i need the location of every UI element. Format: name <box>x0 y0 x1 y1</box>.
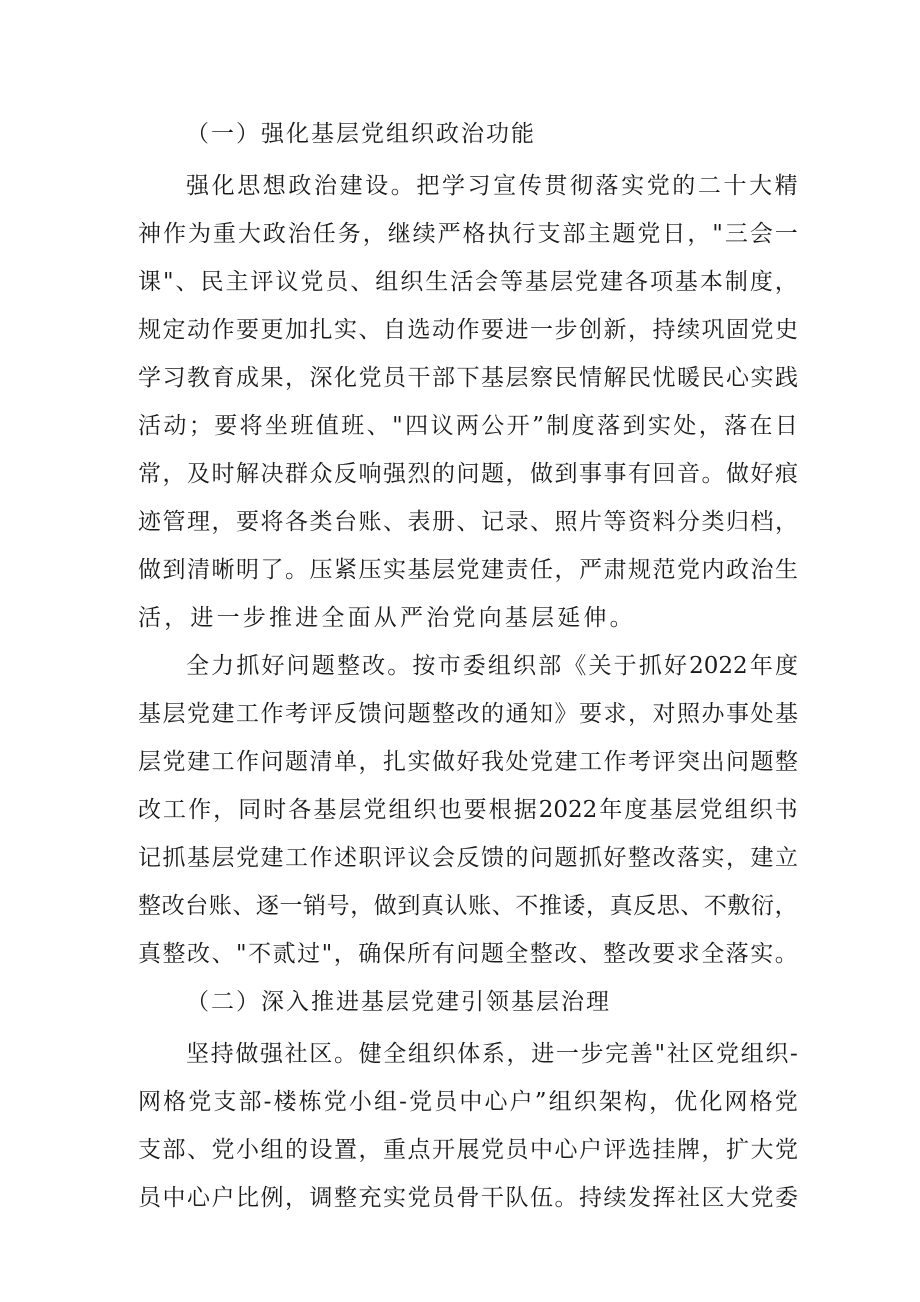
paragraph-1-line-4: 规 定 动 作 要 更 加 扎 实 、 自 选 动 作 要 进 一 步 创 新 ， 持 续 巩 固 党 史 <box>138 317 798 343</box>
paragraph-2-line-5: 记 抓 基 层 党 建 工 作 述 职 评 议 会 反 馈 的 问 题 抓 好 整 改 落 实 ， 建 立 <box>138 845 798 871</box>
paragraph-3-line-3: 支 部 、 党 小 组 的 设 置 ， 重 点 开 展 党 员 中 心 户 评 选 挂 牌 ， 扩 大 党 <box>138 1137 798 1163</box>
paragraph-2-line-6: 整 改 台 账 、 逐 一 销 号 ， 做 到 真 认 账 、 不 推 诿 ， 真 反 思 、 不 敷 衍 ， <box>138 893 798 919</box>
paragraph-1-line-8: 迹 管 理 ， 要 将 各 类 台 账 、 表 册 、 记 录 、 照 片 等 资 料 分 类 归 档 ， <box>138 509 798 535</box>
paragraph-2-line-2: 基 层 党 建 工 作 考 评 反 馈 问 题 整 改 的 通 知 》 要 求 ， 对 照 办 事 处 基 <box>138 701 798 727</box>
paragraph-1-line-9: 做 到 清 晰 明 了 。 压 紧 压 实 基 层 党 建 责 任 ， 严 肃 规 范 党 内 政 治 生 <box>138 557 798 583</box>
paragraph-1-line-1: 强 化 思 想 政 治 建 设 。 把 学 习 宣 传 贯 彻 落 实 党 的 二 十 大 精 <box>186 173 798 199</box>
section-heading-1: （一）强化基层党组织政治功能 <box>186 121 536 147</box>
paragraph-2-line-3: 层 党 建 工 作 问 题 清 单 ， 扎 实 做 好 我 处 党 建 工 作 考 评 突 出 问 题 整 <box>138 749 798 775</box>
paragraph-1-line-10: 活，进一步推进全面从严治党向基层延伸。 <box>138 605 636 631</box>
paragraph-1-line-3: 课 " 、 民 主 评 议 党 员 、 组 织 生 活 会 等 基 层 党 建 各 项 基 本 制 度 ， <box>138 269 798 295</box>
paragraph-2-line-1: 全 力 抓 好 问 题 整 改 。 按 市 委 组 织 部 《 关 于 抓 好 2022 年 度 <box>186 653 798 679</box>
paragraph-1-line-5: 学 习 教 育 成 果 ， 深 化 党 员 干 部 下 基 层 察 民 情 解 民 忧 暖 民 心 实 践 <box>138 365 798 391</box>
paragraph-3-line-2: 网 格 党 支 部 - 楼 栋 党 小 组 - 党 员 中 心 户 ” 组 织 架 构 ， 优 化 网 格 党 <box>138 1089 798 1115</box>
section-heading-2: （二）深入推进基层党建引领基层治理 <box>186 989 611 1015</box>
paragraph-3-line-1: 坚 持 做 强 社 区 。 健 全 组 织 体 系 ， 进 一 步 完 善 " 社 区 党 组 织 - <box>186 1041 798 1067</box>
paragraph-2-line-4: 改 工 作 ， 同 时 各 基 层 党 组 织 也 要 根 据 2022 年 度 基 层 党 组 织 书 <box>138 797 798 823</box>
paragraph-2-line-7: 真 整 改 、 " 不 贰 过 " ， 确 保 所 有 问 题 全 整 改 、 整 改 要 求 全 落 实 。 <box>138 941 798 967</box>
paragraph-1-line-7: 常 ， 及 时 解 决 群 众 反 响 强 烈 的 问 题 ， 做 到 事 事 有 回 音 。 做 好 痕 <box>138 461 798 487</box>
paragraph-3-line-4: 员 中 心 户 比 例 ， 调 整 充 实 党 员 骨 干 队 伍 。 持 续 发 挥 社 区 大 党 委 <box>138 1185 798 1211</box>
paragraph-1-line-6: 活 动 ； 要 将 坐 班 值 班 、 " 四 议 两 公 开 ” 制 度 落 到 实 处 ， 落 在 日 <box>138 413 798 439</box>
paragraph-1-line-2: 神 作 为 重 大 政 治 任 务 ， 继 续 严 格 执 行 支 部 主 题 党 日 ， " 三 会 一 <box>138 221 798 247</box>
